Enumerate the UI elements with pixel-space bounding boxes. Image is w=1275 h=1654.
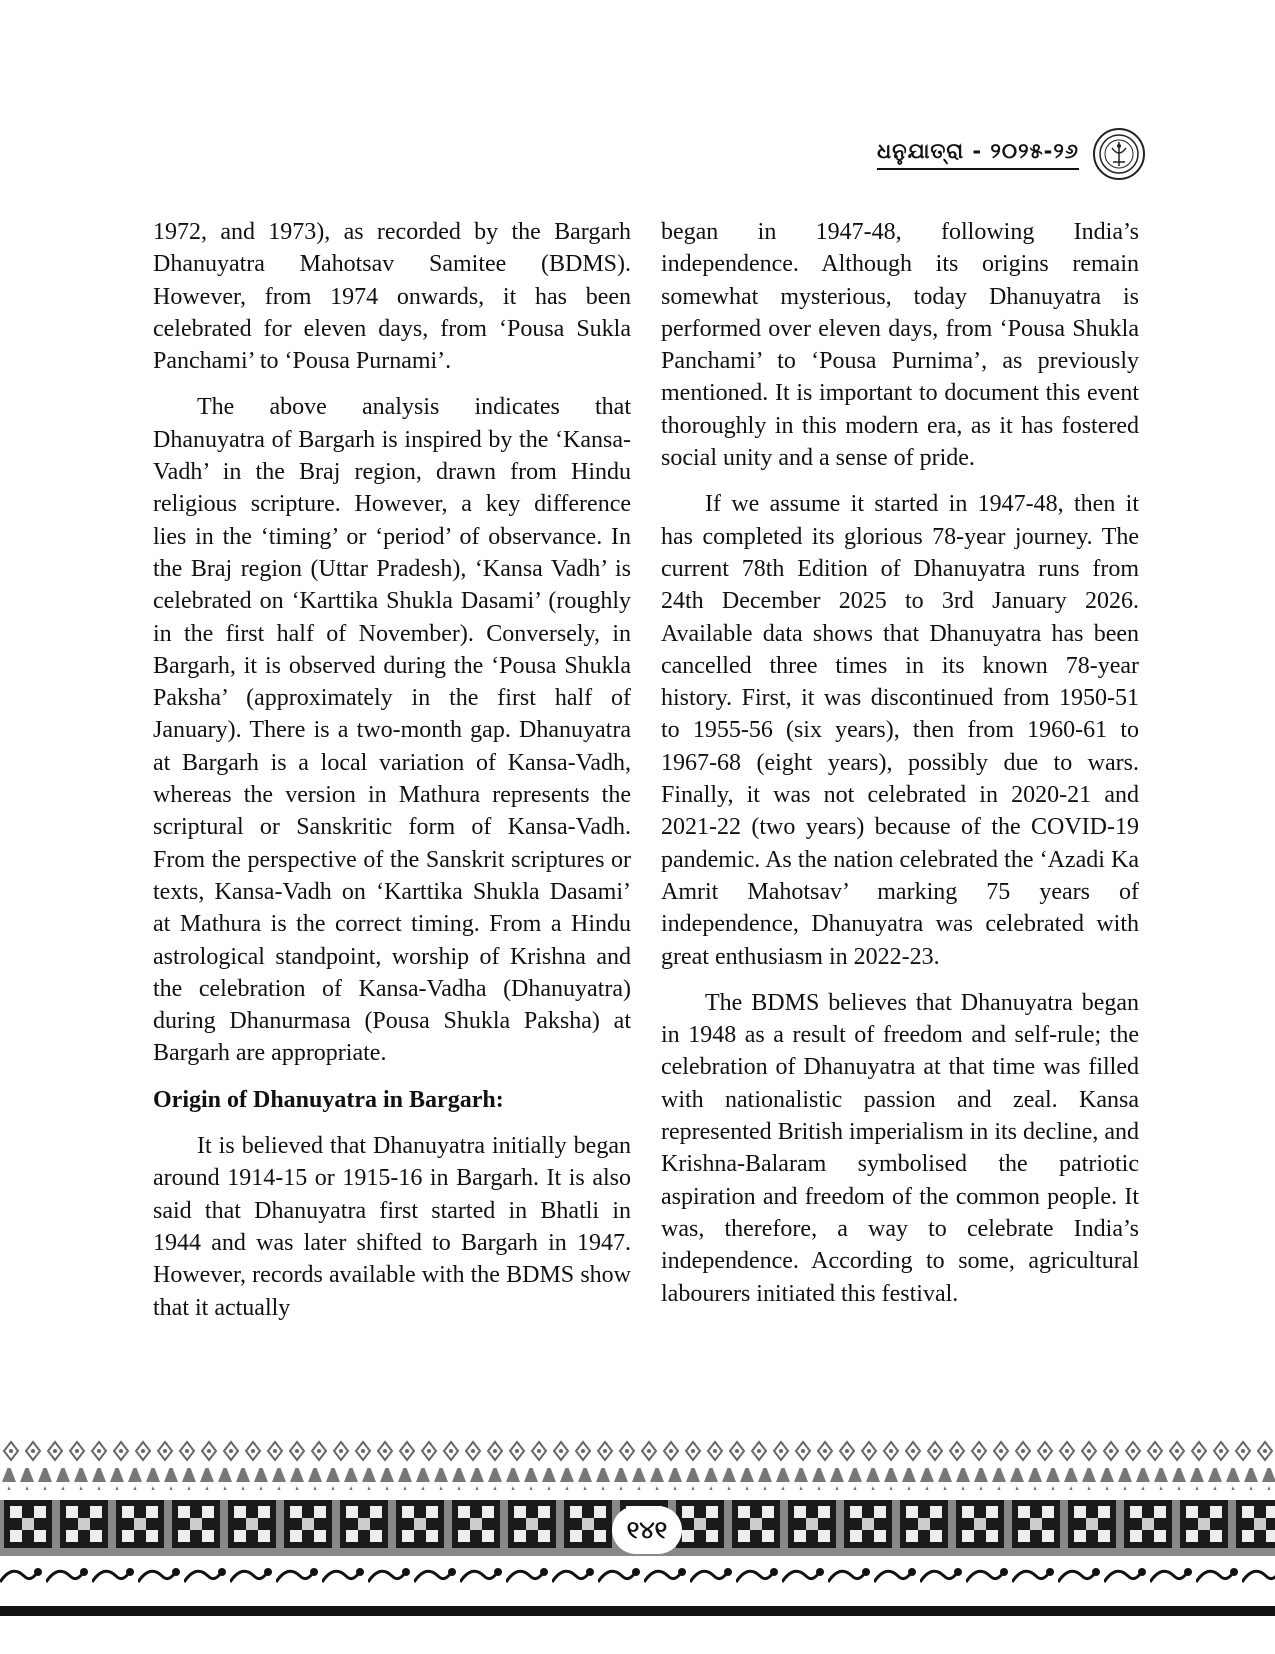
paragraph: began in 1947-48, following India’s independence. Although its origins remain somewhat mysterious, today Dhanuyatra is performed over eleven days, from ‘Pousa Shukla Panchami’ to ‘Pousa Purnima’, as previously mentioned. It is important to document this event thoroughly in this modern era, as it has fostered social unity and a sense of pride. bbox=[661, 219, 1139, 472]
page-number: ୧୪୧ bbox=[612, 1506, 682, 1554]
paragraph: It is believed that Dhanuyatra initially began around 1914-15 or 1915-16 in Bargarh. It is also said that Dhanuyatra first started in Bhatli in 1944 and was later shifted to Bargarh in 1947. However, records available with the BDMS show that it actually bbox=[153, 1133, 631, 1321]
right-column bbox=[661, 216, 1139, 1324]
paragraph: The BDMS believes that Dhanuyatra began in 1948 as a result of freedom and self-rule; the celebration of Dhanuyatra at that time was filled with nationalistic passion and zeal. Kansa represented British imperialism in its decline, and Krishna-Balaram symbolised the patriotic aspiration and freedom of the common people. It was, therefore, a way to celebrate India’s independence. According to some, agricultural labourers initiated this festival. bbox=[661, 989, 1139, 1307]
paragraph: 1972, and 1973), as recorded by the Bargarh Dhanuyatra Mahotsav Samitee (BDMS). However, from 1974 onwards, it has been celebrated for eleven days, from ‘Pousa Sukla Panchami’ to ‘Pousa Purnami’. bbox=[153, 219, 631, 375]
journal-title: ଧନୁଯାତ୍ରା - ୨୦୨୫-୨୬ bbox=[877, 139, 1079, 170]
left-column bbox=[153, 216, 631, 1338]
page-header bbox=[877, 128, 1145, 180]
footer-border bbox=[0, 1440, 1275, 1650]
section-heading: Origin of Dhanuyatra in Bargarh: bbox=[153, 1086, 504, 1113]
paragraph: If we assume it started in 1947-48, then it has completed its glorious 78-year journey. The current 78th Edition of Dhanuyatra runs from 24th December 2025 to 3rd January 2026. Available data shows that Dhanuyatra has been cancelled three times in its known 78-year history. First, it was discontinued from 1950-51 to 1955-56 (six years), then from 1960-61 to 1967-68 (eight years), possibly due to wars. Finally, it was not celebrated in 2020-21 and 2021-22 (two years) because of the COVID-19 pandemic. As the nation celebrated the ‘Azadi Ka Amrit Mahotsav’ marking 75 years of independence, Dhanuyatra was celebrated with great enthusiasm in 2022-23. bbox=[661, 491, 1139, 970]
seal-emblem-icon bbox=[1093, 128, 1145, 180]
paragraph: The above analysis indicates that Dhanuyatra of Bargarh is inspired by the ‘Kansa-Vadh’ in the Braj region, drawn from Hindu religious scripture. However, a key difference lies in the ‘timing’ or ‘period’ of observance. In the Braj region (Uttar Pradesh), ‘Kansa Vadh’ is celebrated on ‘Karttika Shukla Dasami’ (roughly in the first half of November). Conversely, in Bargarh, it is observed during the ‘Pousa Shukla Paksha’ (approximately in the first half of January). There is a two-month gap. Dhanuyatra at Bargarh is a local variation of Kansa-Vadh, whereas the version in Mathura represents the scriptural or Sanskritic form of Kansa-Vadh. From the perspective of the Sanskrit scriptures or texts, Kansa-Vadh on ‘Karttika Shukla Dasami’ at Mathura is the correct timing. From a Hindu astrological standpoint, worship of Krishna and the celebration of Kansa-Vadha (Dhanuyatra) during Dhanurmasa (Pousa Shukla Paksha) at Bargarh are appropriate. bbox=[153, 394, 631, 1067]
